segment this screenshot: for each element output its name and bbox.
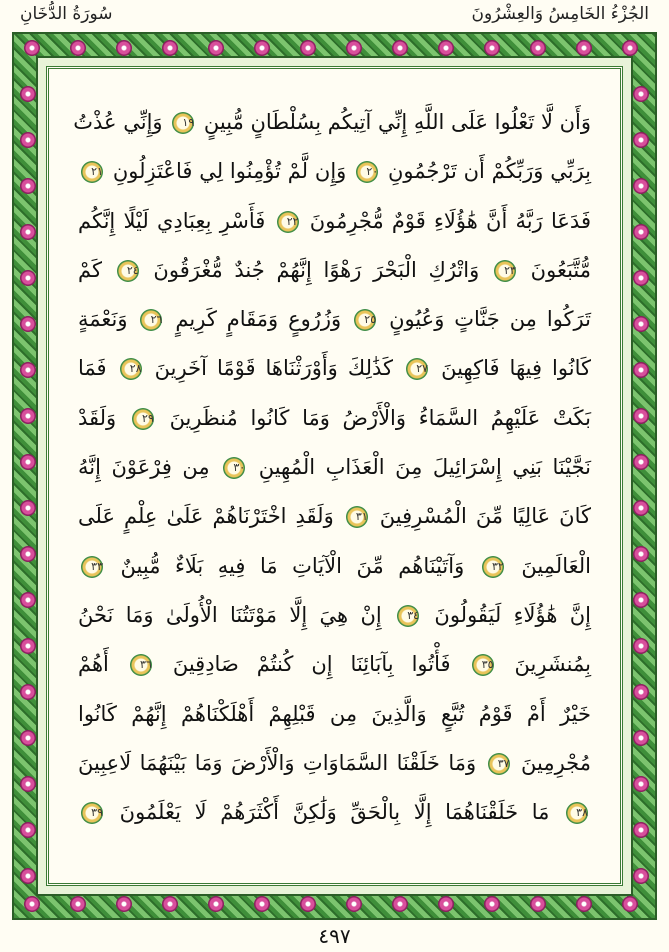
- flower-ornament-icon: [20, 730, 36, 746]
- verse-text: وَمَا خَلَقْنَا السَّمَاوَاتِ وَالْأَرْضَ وَمَا بَيْنَهُمَا لَاعِبِينَ: [78, 750, 477, 775]
- verse-text: إِنْ هِيَ إِلَّا مَوْتَتُنَا الْأُولَىٰ وَمَا نَحْنُ: [78, 602, 382, 627]
- verse-text: كَمْ: [78, 257, 102, 282]
- flower-ornament-icon: [633, 178, 649, 194]
- flower-ornament-icon: [208, 40, 224, 56]
- text-line: [78, 394, 591, 443]
- flower-ornament-icon: [633, 546, 649, 562]
- verse-text: نَجَّيْنَا بَنِي إِسْرَائِيلَ مِنَ الْعَذَابِ الْمُهِينِ: [258, 455, 591, 480]
- verse-text: مِن فِرْعَوْنَ إِنَّهُ: [78, 455, 210, 480]
- flower-ornament-icon: [254, 40, 270, 56]
- verse-text: فَأْتُوا بِآبَائِنَا إِن كُنتُمْ صَادِقِينَ: [172, 652, 451, 677]
- flower-ornament-icon: [162, 40, 178, 56]
- verse-text: مَا خَلَقْنَاهُمَا إِلَّا بِالْحَقِّ وَلَٰكِنَّ أَكْثَرَهُمْ لَا يَعْلَمُونَ: [119, 800, 550, 825]
- ayah-number-marker: ٢١: [81, 161, 103, 183]
- flower-ornament-icon: [633, 592, 649, 608]
- flower-ornament-icon: [20, 178, 36, 194]
- verse-text: مُّتَّبَعُونَ: [530, 257, 591, 282]
- flower-ornament-icon: [484, 40, 500, 56]
- flower-ornament-icon: [70, 40, 86, 56]
- verse-text: بِمُنشَرِينَ: [514, 652, 591, 677]
- flower-ornament-icon: [208, 896, 224, 912]
- verse-text: الْعَالَمِينَ: [521, 553, 591, 578]
- flower-ornament-icon: [20, 684, 36, 700]
- text-line: [78, 443, 591, 492]
- ayah-number-marker: ٢٤: [117, 260, 139, 282]
- verse-text: وَزُرُوعٍ وَمَقَامٍ كَرِيمٍ: [175, 307, 342, 332]
- flower-ornament-icon: [346, 40, 362, 56]
- flower-ornament-icon: [576, 40, 592, 56]
- flower-ornament-icon: [633, 270, 649, 286]
- page-header: [20, 4, 649, 30]
- flower-ornament-icon: [530, 40, 546, 56]
- flower-ornament-icon: [633, 362, 649, 378]
- text-line: [78, 739, 591, 788]
- flower-ornament-icon: [633, 86, 649, 102]
- flower-ornament-icon: [20, 454, 36, 470]
- ayah-number-marker: ٢٥: [354, 309, 376, 331]
- flower-ornament-icon: [438, 40, 454, 56]
- text-line: [78, 542, 591, 591]
- juz-title: الجُزْءُ الخَامِسُ وَالعِشْرُونَ: [471, 4, 649, 24]
- flower-ornament-icon: [633, 224, 649, 240]
- ayah-number-marker: ٣٢: [482, 556, 504, 578]
- text-line: [73, 98, 591, 147]
- flower-ornament-icon: [633, 776, 649, 792]
- flower-ornament-icon: [20, 408, 36, 424]
- text-line: [78, 788, 591, 837]
- text-line: [78, 295, 591, 344]
- flower-ornament-icon: [484, 896, 500, 912]
- verse-text: وَإِنِّي عُذْتُ: [73, 110, 163, 134]
- flower-ornament-icon: [300, 896, 316, 912]
- verse-text: مُجْرِمِينَ: [521, 750, 591, 775]
- text-line: [78, 344, 591, 393]
- verse-text: بِرَبِّي وَرَبِّكُمْ أَن تَرْجُمُونِ: [387, 159, 591, 184]
- flower-ornament-icon: [20, 270, 36, 286]
- ayah-number-marker: ٣٣: [81, 556, 103, 578]
- verse-text: وَلَقَدْ: [78, 405, 117, 430]
- flower-ornament-icon: [392, 40, 408, 56]
- flower-ornament-icon: [20, 362, 36, 378]
- verse-text: أَهُمْ: [78, 652, 109, 677]
- flower-ornament-icon: [622, 896, 638, 912]
- verse-text: خَيْرٌ أَمْ قَوْمُ تُبَّعٍ وَالَّذِينَ مِن قَبْلِهِمْ أَهْلَكْنَاهُمْ إِنَّهُمْ كَانُوا: [78, 701, 591, 726]
- ayah-number-marker: ٢٢: [277, 211, 299, 233]
- flower-ornament-icon: [20, 776, 36, 792]
- ayah-number-marker: ٣٨: [566, 802, 588, 824]
- text-line: [78, 690, 591, 739]
- ayah-number-marker: ٢٩: [132, 408, 154, 430]
- ayah-number-marker: ٢٠: [356, 161, 378, 183]
- flower-ornament-icon: [254, 896, 270, 912]
- surah-title: سُورَةُ الدُّخَانِ: [20, 4, 113, 24]
- text-line: [78, 492, 591, 541]
- ayah-number-marker: ٣٧: [488, 753, 510, 775]
- verse-text: وَآتَيْنَاهُم مِّنَ الْآيَاتِ مَا فِيهِ بَلَاءٌ مُّبِينٌ: [120, 553, 465, 578]
- verse-text: وَنَعْمَةٍ: [78, 307, 128, 332]
- flower-ornament-icon: [633, 316, 649, 332]
- ayah-number-marker: ١٩: [172, 112, 194, 134]
- ayah-number-marker: ٣٥: [472, 654, 494, 676]
- verse-text: وَاتْرُكِ الْبَحْرَ رَهْوًا إِنَّهُمْ جُندٌ مُّغْرَقُونَ: [153, 257, 480, 282]
- flower-ornament-icon: [20, 868, 36, 884]
- flower-ornament-icon: [346, 896, 362, 912]
- ayah-number-marker: ٣٤: [397, 605, 419, 627]
- flower-ornament-icon: [116, 896, 132, 912]
- verse-text: وَإِن لَّمْ تُؤْمِنُوا لِي فَاعْتَزِلُونِ: [112, 159, 347, 184]
- verse-text: تَرَكُوا مِن جَنَّاتٍ وَعُيُونٍ: [389, 307, 591, 332]
- flower-ornament-icon: [20, 224, 36, 240]
- verse-text: كَذَٰلِكَ وَأَوْرَثْنَاهَا قَوْمًا آخَرِينَ: [154, 356, 393, 381]
- flower-ornament-icon: [633, 822, 649, 838]
- verse-text: كَانُوا فِيهَا فَاكِهِينَ: [441, 356, 591, 381]
- flower-ornament-icon: [162, 896, 178, 912]
- flower-ornament-icon: [20, 316, 36, 332]
- verse-text: فَمَا: [78, 356, 107, 381]
- flower-ornament-icon: [20, 86, 36, 102]
- flower-ornament-icon: [633, 684, 649, 700]
- verse-text: وَأَن لَّا تَعْلُوا عَلَى اللَّهِ إِنِّي آتِيكُم بِسُلْطَانٍ مُّبِينٍ: [203, 110, 591, 134]
- flower-ornament-icon: [530, 896, 546, 912]
- page-number: ٤٩٧: [318, 924, 351, 948]
- flower-ornament-icon: [633, 500, 649, 516]
- flower-ornament-icon: [20, 546, 36, 562]
- ayah-number-marker: ٣٩: [81, 802, 103, 824]
- ayah-number-marker: ٢٣: [494, 260, 516, 282]
- quran-text: [73, 98, 591, 837]
- flower-ornament-icon: [116, 40, 132, 56]
- flower-ornament-icon: [438, 896, 454, 912]
- flower-ornament-icon: [24, 896, 40, 912]
- verse-text: وَلَقَدِ اخْتَرْنَاهُمْ عَلَىٰ عِلْمٍ عَلَى: [78, 504, 334, 529]
- ayah-number-marker: ٣٦: [130, 654, 152, 676]
- flower-ornament-icon: [20, 500, 36, 516]
- flower-ornament-icon: [20, 132, 36, 148]
- text-line: [78, 640, 591, 689]
- flower-ornament-icon: [622, 40, 638, 56]
- flower-ornament-icon: [633, 132, 649, 148]
- flower-ornament-icon: [20, 592, 36, 608]
- verse-text: كَانَ عَالِيًا مِّنَ الْمُسْرِفِينَ: [379, 504, 591, 529]
- flower-ornament-icon: [300, 40, 316, 56]
- flower-ornament-icon: [20, 638, 36, 654]
- flower-ornament-icon: [20, 822, 36, 838]
- flower-ornament-icon: [576, 896, 592, 912]
- verse-text: بَكَتْ عَلَيْهِمُ السَّمَاءُ وَالْأَرْضُ وَمَا كَانُوا مُنظَرِينَ: [169, 405, 591, 430]
- flower-ornament-icon: [633, 408, 649, 424]
- verse-text: فَدَعَا رَبَّهُ أَنَّ هَٰؤُلَاءِ قَوْمٌ مُّجْرِمُونَ: [309, 208, 591, 233]
- verse-text: إِنَّ هَٰؤُلَاءِ لَيَقُولُونَ: [434, 602, 591, 627]
- ayah-number-marker: ٢٨: [120, 358, 142, 380]
- flower-ornament-icon: [633, 638, 649, 654]
- verse-text: فَأَسْرِ بِعِبَادِي لَيْلًا إِنَّكُم: [78, 208, 266, 233]
- flower-ornament-icon: [70, 896, 86, 912]
- text-line: [78, 591, 591, 640]
- flower-ornament-icon: [633, 868, 649, 884]
- ayah-number-marker: ٣٠: [223, 457, 245, 479]
- text-line: [78, 197, 591, 246]
- ayah-number-marker: ٣١: [346, 506, 368, 528]
- ayah-number-marker: ٢٦: [140, 309, 162, 331]
- flower-ornament-icon: [633, 730, 649, 746]
- flower-ornament-icon: [24, 40, 40, 56]
- text-line: [78, 246, 591, 295]
- flower-ornament-icon: [392, 896, 408, 912]
- text-line: [78, 147, 591, 196]
- ayah-number-marker: ٢٧: [406, 358, 428, 380]
- flower-ornament-icon: [633, 454, 649, 470]
